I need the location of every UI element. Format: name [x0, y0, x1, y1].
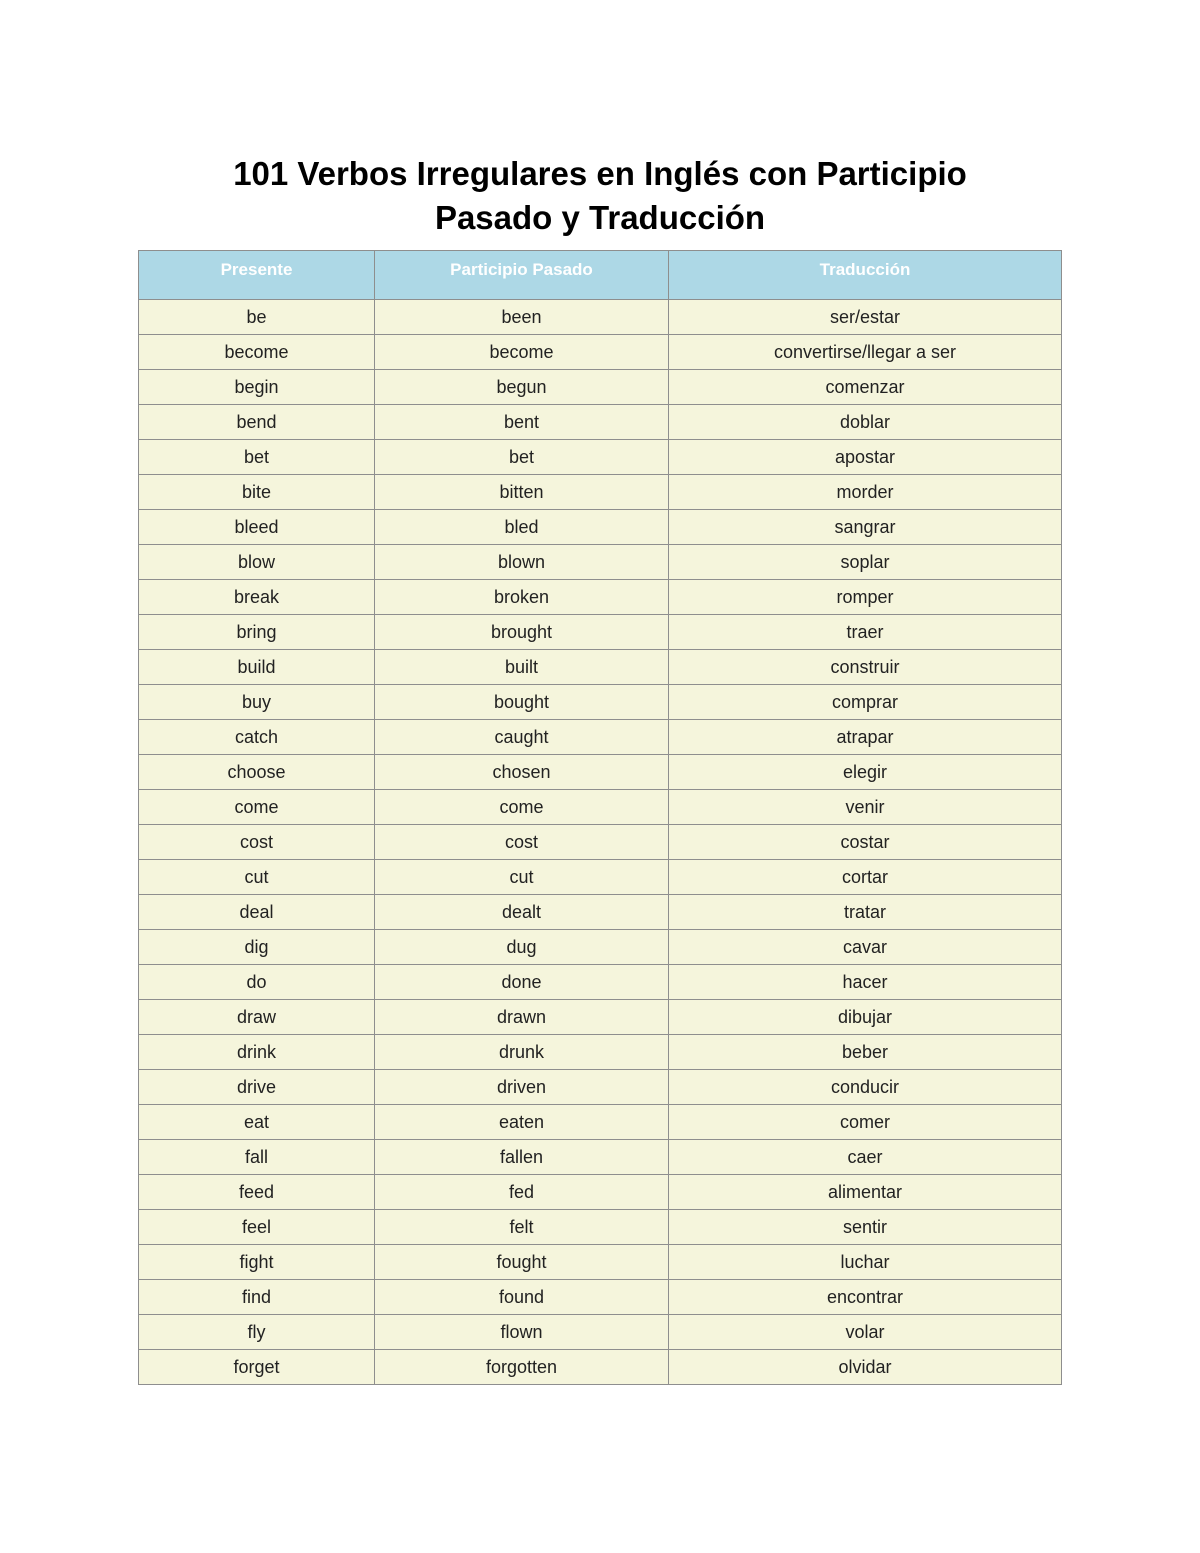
cell-participio-pasado: cost [375, 825, 669, 860]
cell-participio-pasado: fed [375, 1175, 669, 1210]
cell-traduccion: cortar [669, 860, 1062, 895]
cell-traduccion: hacer [669, 965, 1062, 1000]
cell-presente: build [139, 650, 375, 685]
table-row [139, 545, 1062, 580]
cell-presente: cost [139, 825, 375, 860]
table-row [139, 510, 1062, 545]
page-title-line-2: Pasado y Traducción [434, 199, 766, 236]
cell-participio-pasado: chosen [375, 755, 669, 790]
column-header-participio-pasado: Participio Pasado [375, 251, 669, 300]
cell-participio-pasado: broken [375, 580, 669, 615]
cell-traduccion: sangrar [669, 510, 1062, 545]
cell-participio-pasado: caught [375, 720, 669, 755]
cell-participio-pasado: bent [375, 405, 669, 440]
cell-traduccion: convertirse/llegar a ser [669, 335, 1062, 370]
page-title-line-1: 101 Verbos Irregulares en Inglés con Participio [233, 155, 967, 192]
cell-traduccion: comprar [669, 685, 1062, 720]
cell-participio-pasado: done [375, 965, 669, 1000]
cell-traduccion: encontrar [669, 1280, 1062, 1315]
table-row [139, 895, 1062, 930]
table-row [139, 300, 1062, 335]
cell-presente: be [139, 300, 375, 335]
cell-traduccion: dibujar [669, 1000, 1062, 1035]
verbs-table [138, 250, 1062, 1385]
cell-traduccion: beber [669, 1035, 1062, 1070]
table-row [139, 440, 1062, 475]
table-row [139, 1000, 1062, 1035]
cell-presente: fall [139, 1140, 375, 1175]
table-row [139, 405, 1062, 440]
table-row [139, 965, 1062, 1000]
cell-participio-pasado: eaten [375, 1105, 669, 1140]
cell-presente: choose [139, 755, 375, 790]
cell-participio-pasado: become [375, 335, 669, 370]
table-row [139, 1280, 1062, 1315]
cell-participio-pasado: built [375, 650, 669, 685]
cell-presente: feed [139, 1175, 375, 1210]
cell-traduccion: luchar [669, 1245, 1062, 1280]
cell-traduccion: tratar [669, 895, 1062, 930]
cell-participio-pasado: dealt [375, 895, 669, 930]
cell-participio-pasado: driven [375, 1070, 669, 1105]
cell-presente: forget [139, 1350, 375, 1385]
cell-presente: eat [139, 1105, 375, 1140]
column-header-traduccion: Traducción [669, 251, 1062, 300]
table-row [139, 1210, 1062, 1245]
column-header-presente: Presente [139, 251, 375, 300]
cell-participio-pasado: bought [375, 685, 669, 720]
cell-participio-pasado: come [375, 790, 669, 825]
cell-traduccion: atrapar [669, 720, 1062, 755]
cell-traduccion: conducir [669, 1070, 1062, 1105]
cell-participio-pasado: cut [375, 860, 669, 895]
table-row [139, 720, 1062, 755]
cell-participio-pasado: brought [375, 615, 669, 650]
cell-traduccion: volar [669, 1315, 1062, 1350]
cell-presente: fly [139, 1315, 375, 1350]
cell-participio-pasado: bled [375, 510, 669, 545]
cell-presente: draw [139, 1000, 375, 1035]
cell-traduccion: costar [669, 825, 1062, 860]
table-header [139, 251, 1062, 300]
cell-participio-pasado: felt [375, 1210, 669, 1245]
cell-traduccion: soplar [669, 545, 1062, 580]
cell-participio-pasado: drawn [375, 1000, 669, 1035]
table-row [139, 580, 1062, 615]
cell-presente: deal [139, 895, 375, 930]
cell-presente: become [139, 335, 375, 370]
table-row [139, 1035, 1062, 1070]
cell-participio-pasado: found [375, 1280, 669, 1315]
cell-traduccion: comer [669, 1105, 1062, 1140]
cell-presente: bend [139, 405, 375, 440]
cell-presente: catch [139, 720, 375, 755]
cell-presente: cut [139, 860, 375, 895]
cell-participio-pasado: been [375, 300, 669, 335]
cell-participio-pasado: fought [375, 1245, 669, 1280]
cell-presente: come [139, 790, 375, 825]
cell-presente: feel [139, 1210, 375, 1245]
page-title [0, 152, 1200, 240]
cell-traduccion: apostar [669, 440, 1062, 475]
table-row [139, 790, 1062, 825]
cell-presente: buy [139, 685, 375, 720]
cell-traduccion: caer [669, 1140, 1062, 1175]
cell-presente: bite [139, 475, 375, 510]
cell-presente: begin [139, 370, 375, 405]
cell-participio-pasado: bet [375, 440, 669, 475]
cell-participio-pasado: begun [375, 370, 669, 405]
cell-presente: break [139, 580, 375, 615]
table-header-row [139, 251, 1062, 300]
cell-presente: bring [139, 615, 375, 650]
table-body [139, 300, 1062, 1385]
cell-traduccion: traer [669, 615, 1062, 650]
cell-presente: drink [139, 1035, 375, 1070]
table-row [139, 335, 1062, 370]
table-row [139, 370, 1062, 405]
table-row [139, 650, 1062, 685]
cell-participio-pasado: fallen [375, 1140, 669, 1175]
cell-traduccion: ser/estar [669, 300, 1062, 335]
cell-participio-pasado: bitten [375, 475, 669, 510]
cell-presente: drive [139, 1070, 375, 1105]
cell-traduccion: alimentar [669, 1175, 1062, 1210]
table-row [139, 475, 1062, 510]
cell-traduccion: doblar [669, 405, 1062, 440]
table-row [139, 1315, 1062, 1350]
cell-presente: bet [139, 440, 375, 475]
cell-presente: blow [139, 545, 375, 580]
table-row [139, 685, 1062, 720]
cell-participio-pasado: dug [375, 930, 669, 965]
table-row [139, 1070, 1062, 1105]
cell-participio-pasado: drunk [375, 1035, 669, 1070]
cell-traduccion: construir [669, 650, 1062, 685]
cell-traduccion: cavar [669, 930, 1062, 965]
table-row [139, 825, 1062, 860]
cell-traduccion: romper [669, 580, 1062, 615]
cell-participio-pasado: blown [375, 545, 669, 580]
cell-presente: dig [139, 930, 375, 965]
table-row [139, 860, 1062, 895]
cell-presente: find [139, 1280, 375, 1315]
cell-traduccion: morder [669, 475, 1062, 510]
table-row [139, 1175, 1062, 1210]
cell-presente: bleed [139, 510, 375, 545]
table-row [139, 1245, 1062, 1280]
table-row [139, 1140, 1062, 1175]
cell-traduccion: comenzar [669, 370, 1062, 405]
cell-traduccion: venir [669, 790, 1062, 825]
table-row [139, 930, 1062, 965]
table-row [139, 755, 1062, 790]
table-row [139, 1105, 1062, 1140]
table-row [139, 1350, 1062, 1385]
table-row [139, 615, 1062, 650]
cell-participio-pasado: forgotten [375, 1350, 669, 1385]
cell-traduccion: elegir [669, 755, 1062, 790]
cell-traduccion: sentir [669, 1210, 1062, 1245]
cell-presente: do [139, 965, 375, 1000]
cell-participio-pasado: flown [375, 1315, 669, 1350]
cell-traduccion: olvidar [669, 1350, 1062, 1385]
cell-presente: fight [139, 1245, 375, 1280]
